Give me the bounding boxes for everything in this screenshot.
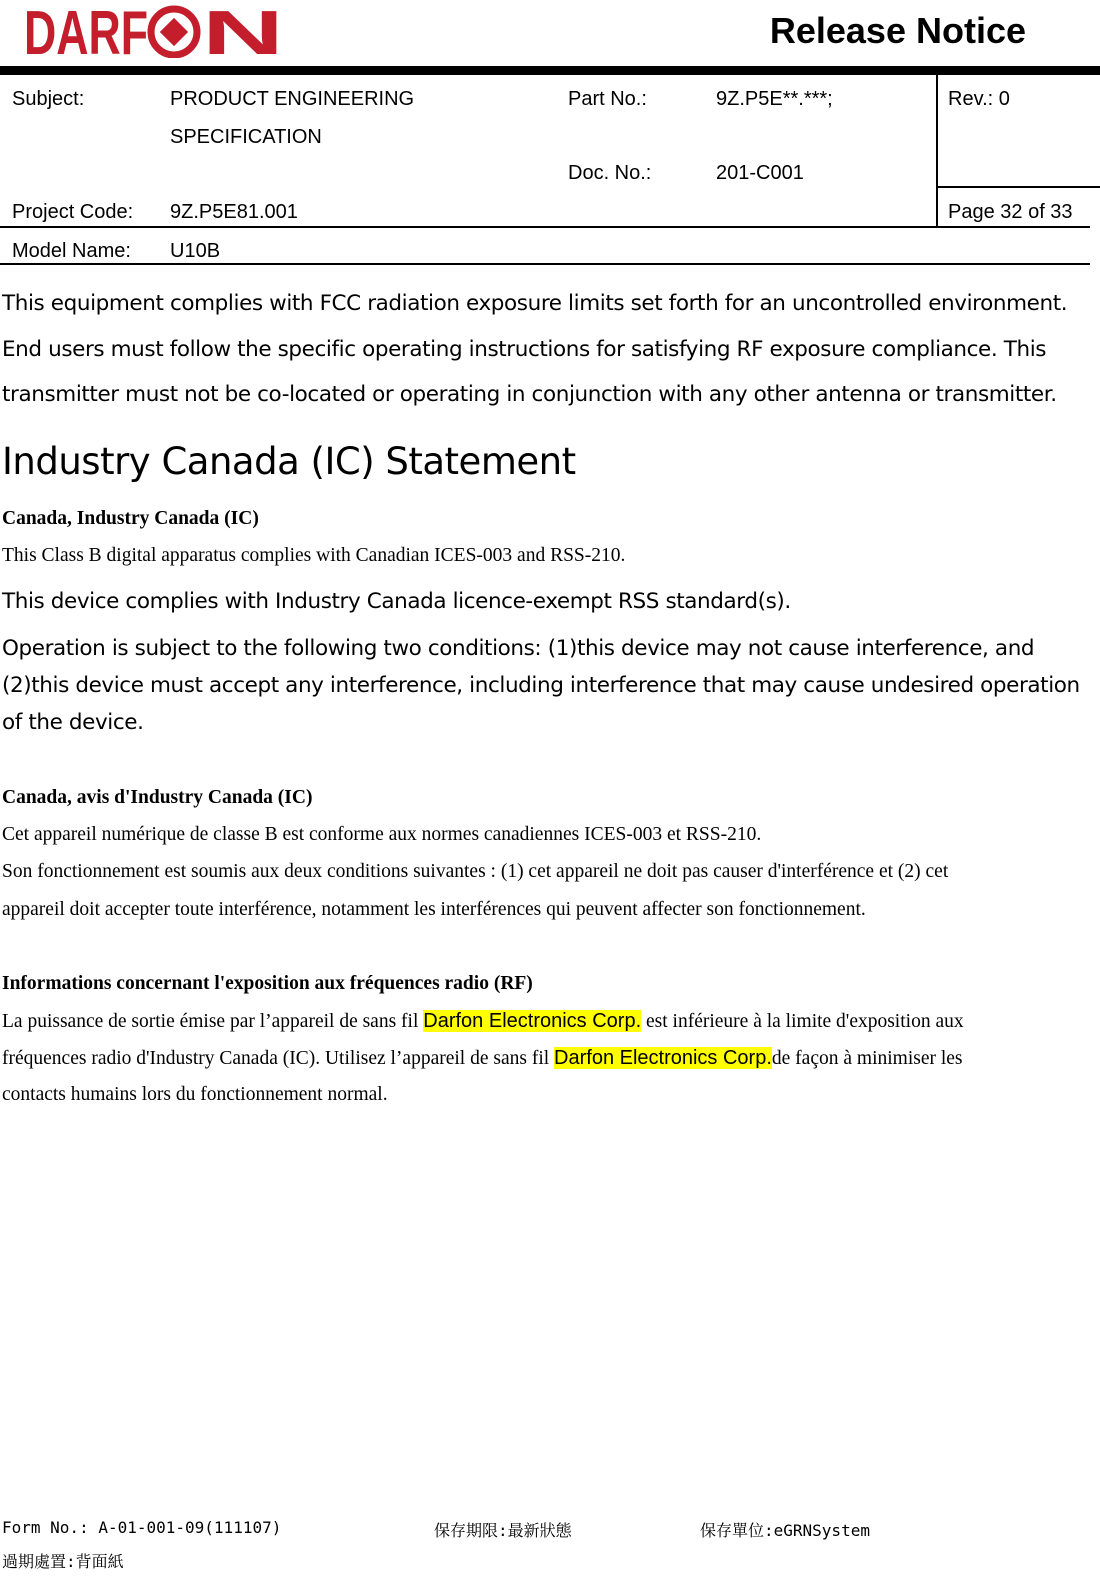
ic-en-line: This Class B digital apparatus complies with Canadian ICES-003 and RSS-210. [2, 545, 626, 566]
part-no-label: Part No.: [568, 88, 647, 110]
ic-fr-line-1: Cet appareil numérique de classe B est conforme aux normes canadiennes ICES-003 et RSS-210. [2, 824, 762, 845]
company-highlight-2: Darfon Electronics Corp. [554, 1047, 772, 1069]
ic-condition-line-2: (2)this device must accept any interference, including interference that may cause undesired operation [2, 673, 1080, 698]
company-highlight-1: Darfon Electronics Corp. [423, 1010, 642, 1032]
project-code-label: Project Code: [12, 201, 134, 223]
ic-licence-line: This device complies with Industry Canada licence-exempt RSS standard(s). [2, 589, 791, 614]
footer-form-no: Form No.: A-01-001-09(111107) [2, 1518, 282, 1537]
rf-line-1: La puissance de sortie émise par l’appareil de sans fil Darfon Electronics Corp. est inférieure à la limite d'exposition aux [2, 1010, 964, 1032]
ic-en-title: Canada, Industry Canada (IC) [2, 508, 259, 529]
model-name-value: U10B [170, 240, 221, 262]
ic-fr-line-3: appareil doit accepter toute interférence, notamment les interférences qui peuvent affecter son fonctionnement. [2, 899, 866, 920]
darfon-logo [24, 2, 286, 58]
rf-line-2: fréquences radio d'Industry Canada (IC). Utilisez l’appareil de sans fil Darfon Electronics Corp.de façon à minimiser les [2, 1047, 963, 1069]
footer-disposal: 過期處置:背面紙 [2, 1552, 124, 1571]
ic-condition-line-3: of the device. [2, 710, 144, 735]
document-title: Release Notice [769, 10, 1026, 51]
doc-no-label: Doc. No.: [568, 162, 652, 184]
rf-line-3: contacts humains lors du fonctionnement normal. [2, 1084, 388, 1105]
table-row-divider [0, 226, 1090, 228]
header-rule [0, 66, 1100, 75]
revision: Rev.: 0 [948, 88, 1010, 110]
subject-value-line1: PRODUCT ENGINEERING [170, 88, 415, 110]
svg-text:N: N [202, 2, 284, 58]
part-no-value: 9Z.P5E**.***; [716, 88, 833, 110]
page-number: Page 32 of 33 [948, 201, 1073, 223]
rf-title: Informations concernant l'exposition aux fréquences radio (RF) [2, 973, 533, 994]
rev-page-divider [937, 186, 1100, 188]
table-bottom-rule [0, 263, 1090, 265]
subject-value-line2: SPECIFICATION [170, 126, 322, 148]
ic-statement-heading: Industry Canada (IC) Statement [2, 440, 576, 483]
ic-fr-title: Canada, avis d'Industry Canada (IC) [2, 787, 313, 808]
ic-fr-line-2: Son fonctionnement est soumis aux deux conditions suivantes : (1) cet appareil ne doit pas causer d'interférence et (2) cet [2, 861, 949, 882]
doc-no-value: 201-C001 [716, 162, 804, 184]
fcc-line-1: This equipment complies with FCC radiation exposure limits set forth for an uncontrolled environment. [2, 291, 1068, 316]
model-name-label: Model Name: [12, 240, 131, 262]
fcc-line-2: End users must follow the specific operating instructions for satisfying RF exposure compliance. This [2, 337, 1047, 362]
rev-cell-divider [936, 75, 938, 227]
fcc-line-3: transmitter must not be co-located or operating in conjunction with any other antenna or transmitter. [2, 382, 1057, 407]
subject-label: Subject: [12, 88, 85, 110]
svg-text:DARF: DARF [24, 2, 148, 58]
ic-condition-line-1: Operation is subject to the following two conditions: (1)this device may not cause interference, and [2, 636, 1035, 661]
project-code-value: 9Z.P5E81.001 [170, 201, 298, 223]
footer-unit: 保存單位:eGRNSystem [700, 1521, 870, 1540]
footer-retention: 保存期限:最新狀態 [434, 1521, 572, 1540]
